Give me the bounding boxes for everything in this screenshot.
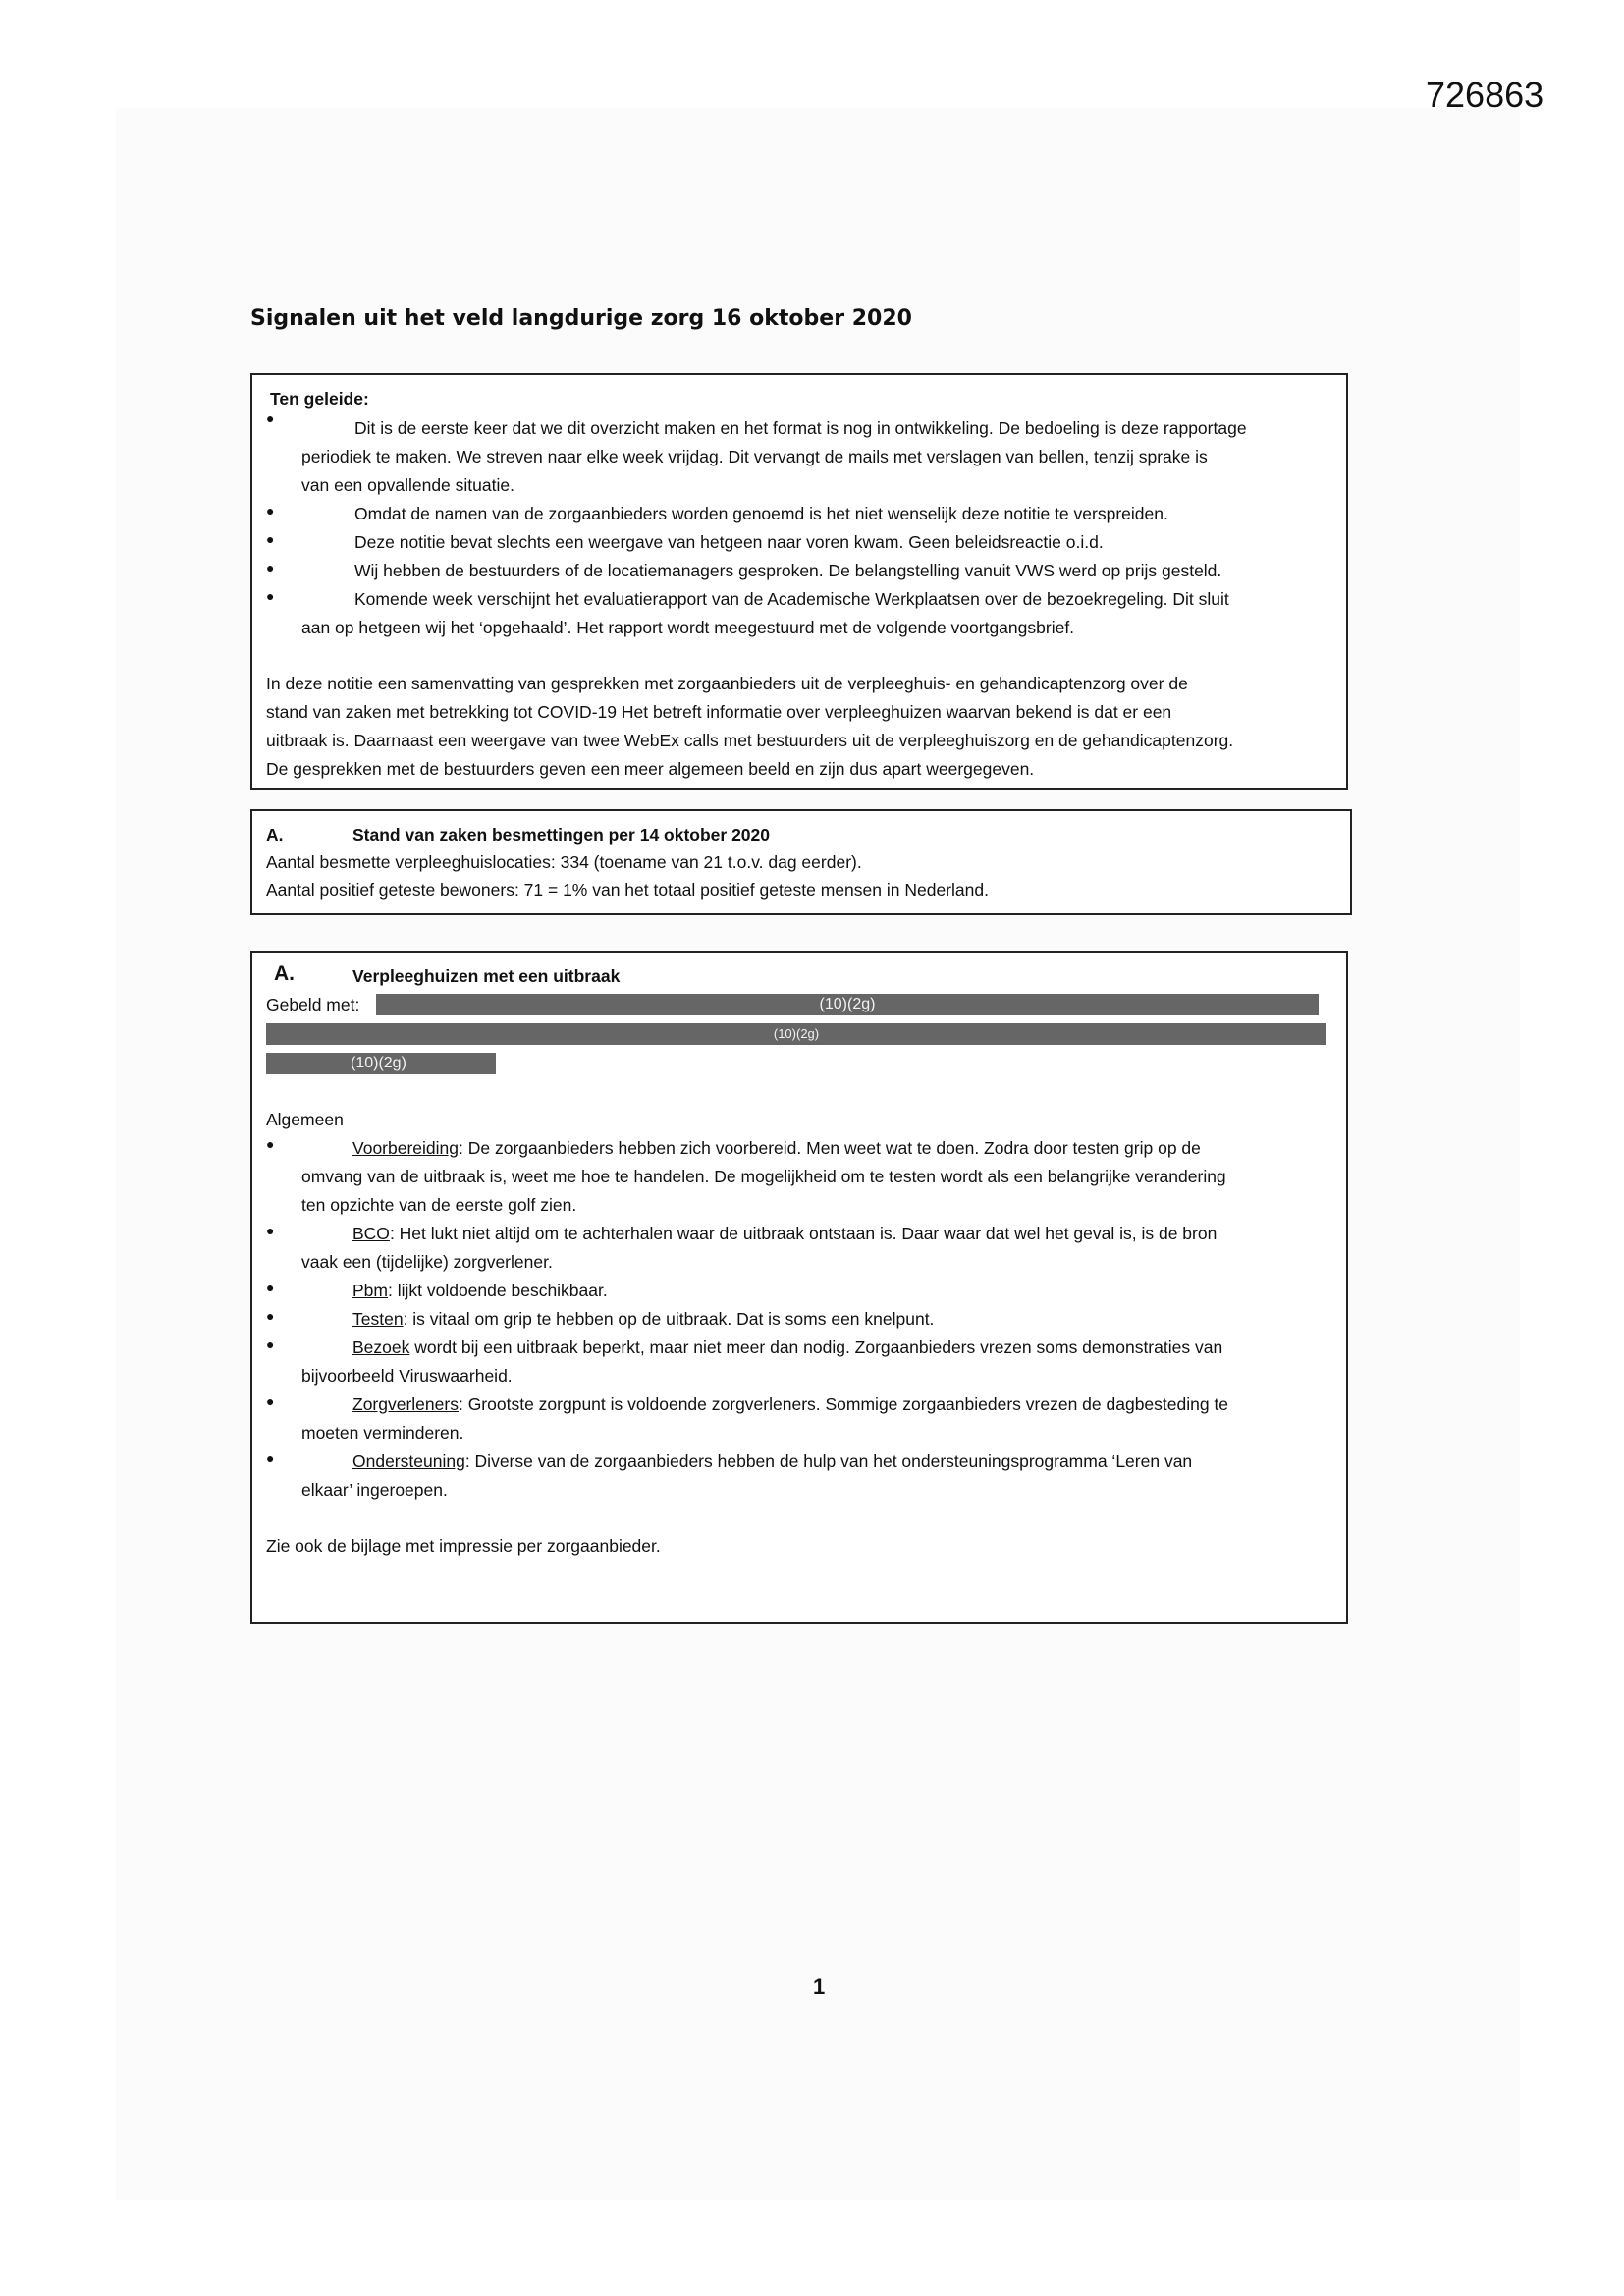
document-title: Signalen uit het veld langdurige zorg 16 oktober 2020 <box>250 306 912 331</box>
text: : lijkt voldoende beschikbaar. <box>387 1281 608 1300</box>
term-testen: Testen <box>352 1309 404 1329</box>
text: : Diverse van de zorgaanbieders hebben de hulp van het ondersteuningsprogramma ‘Leren van <box>464 1451 1193 1471</box>
text: : De zorgaanbieders hebben zich voorbereid. Men weet wat te doen. Zodra door testen grip op de <box>459 1138 1201 1158</box>
stand-letter: A. <box>266 825 284 845</box>
term-voorbereiding: Voorbereiding <box>352 1138 459 1158</box>
stand-heading: Stand van zaken besmettingen per 14 oktober 2020 <box>352 825 771 845</box>
bullet-marker: ● <box>266 1337 275 1352</box>
intro-bullet-1-line-1: Dit is de eerste keer dat we dit overzicht maken en het format is nog in ontwikkeling. De bedoeling is deze rapportage <box>354 418 1247 438</box>
uitbraak-bullet-voorbereiding-line-3: ten opzichte van de eerste golf zien. <box>301 1195 577 1215</box>
uitbraak-box <box>250 951 1348 1624</box>
uitbraak-bullet-bezoek <box>352 1338 1222 1357</box>
term-bco: BCO <box>352 1224 390 1243</box>
intro-bullet-3: Deze notitie bevat slechts een weergave van hetgeen naar voren kwam. Geen beleidsreactie o.i.d. <box>354 532 1104 552</box>
intro-bullet-4: Wij hebben de bestuurders of de locatiemanagers gesproken. De belangstelling vanuit VWS werd op prijs gesteld. <box>354 561 1222 580</box>
bullet-marker: ● <box>266 1308 275 1324</box>
intro-box <box>250 373 1348 790</box>
bullet-marker: ● <box>266 1280 275 1295</box>
bullet-marker: ● <box>266 588 275 604</box>
uitbraak-bullet-bco <box>352 1224 1217 1243</box>
intro-heading: Ten geleide: <box>270 389 369 409</box>
uitbraak-letter: A. <box>274 962 295 985</box>
text: wordt bij een uitbraak beperkt, maar niet meer dan nodig. Zorgaanbieders vrezen soms demonstraties van <box>409 1338 1223 1357</box>
intro-paragraph-line-4: De gesprekken met de bestuurders geven een meer algemeen beeld en zijn dus apart weergegeven. <box>266 759 1035 779</box>
intro-bullet-1-line-2: periodiek te maken. We streven naar elke week vrijdag. Dit vervangt de mails met verslagen van bellen, tenzij sprake is <box>301 447 1208 466</box>
bullet-marker: ● <box>266 1394 275 1409</box>
bullet-marker: ● <box>266 1223 275 1238</box>
text: : Grootste zorgpunt is voldoende zorgverleners. Sommige zorgaanbieders vrezen de dagbesteding te <box>458 1394 1229 1414</box>
bullet-marker: ● <box>266 1450 275 1466</box>
uitbraak-bullet-testen <box>352 1309 934 1329</box>
term-pbm: Pbm <box>352 1281 388 1300</box>
redaction-label: (10)(2g) <box>351 1055 406 1071</box>
term-ondersteuning: Ondersteuning <box>352 1451 465 1471</box>
term-bezoek: Bezoek <box>352 1338 410 1357</box>
document-id: 726863 <box>1426 75 1544 115</box>
uitbraak-bullet-pbm <box>352 1281 608 1300</box>
uitbraak-bullet-voorbereiding-line-2: omvang van de uitbraak is, weet me hoe te handelen. De mogelijkheid om te testen wordt als een belangrijke verandering <box>301 1167 1226 1186</box>
intro-paragraph-line-1: In deze notitie een samenvatting van gesprekken met zorgaanbieders uit de verpleeghuis- en gehandicaptenzorg over de <box>266 674 1188 693</box>
text: : is vitaal om grip te hebben op de uitbraak. Dat is soms een knelpunt. <box>403 1309 935 1329</box>
intro-paragraph-line-3: uitbraak is. Daarnaast een weergave van twee WebEx calls met bestuurders uit de verpleeghuiszorg en de gehandicaptenzorg. <box>266 731 1234 750</box>
term-zorgverleners: Zorgverleners <box>352 1394 459 1414</box>
intro-bullet-1-line-3: van een opvallende situatie. <box>301 475 514 495</box>
stand-box <box>250 809 1352 915</box>
bullet-marker: ● <box>266 410 275 426</box>
uitbraak-bullet-ondersteuning <box>352 1451 1192 1471</box>
text: : Het lukt niet altijd om te achterhalen waar de uitbraak ontstaan is. Daar waar dat wel het geval is, is de bron <box>389 1224 1218 1243</box>
redaction-bar: (10)(2g) <box>266 1023 1326 1045</box>
uitbraak-bullet-bezoek-line-2: bijvoorbeeld Viruswaarheid. <box>301 1366 513 1386</box>
gebeld-label: Gebeld met: <box>266 995 360 1014</box>
stand-line-2: Aantal positief geteste bewoners: 71 = 1% van het totaal positief geteste mensen in Nederland. <box>266 880 989 900</box>
intro-paragraph-line-2: stand van zaken met betrekking tot COVID-19 Het betreft informatie over verpleeghuizen waarvan bekend is dat er een <box>266 702 1172 722</box>
stand-line-1: Aantal besmette verpleeghuislocaties: 334 (toename van 21 t.o.v. dag eerder). <box>266 852 862 872</box>
uitbraak-heading: Verpleeghuizen met een uitbraak <box>352 966 621 986</box>
uitbraak-footer: Zie ook de bijlage met impressie per zorgaanbieder. <box>266 1536 661 1556</box>
uitbraak-bullet-ondersteuning-line-2: elkaar’ ingeroepen. <box>301 1480 448 1500</box>
intro-bullet-2: Omdat de namen van de zorgaanbieders worden genoemd is het niet wenselijk deze notitie te verspreiden. <box>354 504 1168 523</box>
uitbraak-bullet-zorgverleners-line-2: moeten verminderen. <box>301 1423 464 1443</box>
bullet-marker: ● <box>266 503 275 519</box>
intro-bullet-5-line-2: aan op hetgeen wij het ‘opgehaald’. Het rapport wordt meegestuurd met de volgende voortgangsbrief. <box>301 618 1075 637</box>
bullet-marker: ● <box>266 560 275 575</box>
algemeen-label: Algemeen <box>266 1110 344 1129</box>
bullet-marker: ● <box>266 1136 275 1152</box>
intro-bullet-5-line-1: Komende week verschijnt het evaluatierapport van de Academische Werkplaatsen over de bezoekregeling. Dit sluit <box>354 589 1229 609</box>
uitbraak-bullet-voorbereiding <box>352 1138 1201 1158</box>
uitbraak-bullet-zorgverleners <box>352 1394 1228 1414</box>
redaction-bar <box>266 1053 496 1074</box>
redaction-bar: (10)(2g) <box>376 994 1319 1015</box>
uitbraak-bullet-bco-line-2: vaak een (tijdelijke) zorgverlener. <box>301 1252 553 1272</box>
bullet-marker: ● <box>266 531 275 547</box>
page-number: 1 <box>813 1974 826 1998</box>
